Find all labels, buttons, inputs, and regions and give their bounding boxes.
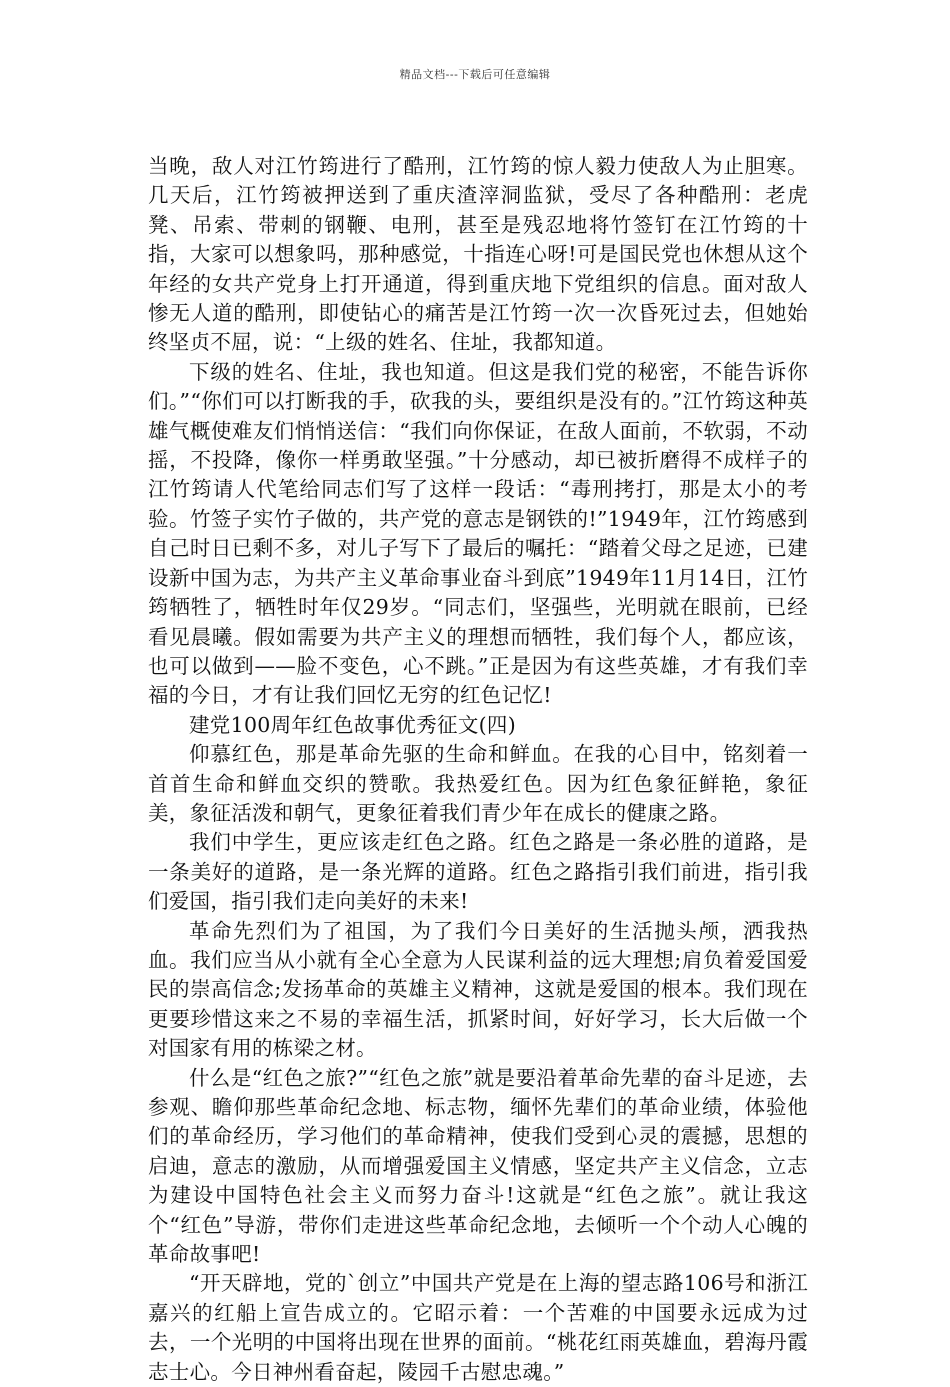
paragraph: 下级的姓名、住址，我也知道。但这是我们党的秘密，不能告诉你们。”“你们可以打断我的手，砍我的头，要组织是没有的。”江竹筠这种英雄气概使难友们悄悄送信：“我们向你保证，在敌人面前，不软弱，不动摇，不投降，像你一样勇敢坚强。”十分感动，却已被折磨得不成样子的江竹筠请人代笔给同志们写了这样一段话：“毒刑拷打，那是太小的考验。竹签子实竹子做的，共产党的意志是钢铁的!”1949年，江竹筠感到自己时日已剩不多，对儿子写下了最后的嘱托：“踏着父母之足迹，已建设新中国为志，为共产主义革命事业奋斗到底”1949年11月14日，江竹筠牺牲了，牺牲时年仅29岁。“同志们，坚强些，光明就在眼前，已经看见晨曦。假如需要为共产主义的理想而牺牲，我们每个人，都应该，也可以做到——脸不变色，心不跳。”正是因为有这些英雄，才有我们幸福的今日，才有让我们回忆无穷的红色记忆!: [148, 359, 808, 708]
section-title: 建党100周年红色故事优秀征文(四): [189, 712, 517, 737]
page-header: 精品文档---下载后可任意编辑: [399, 68, 551, 81]
paragraph: 什么是“红色之旅?”“红色之旅”就是要沿着革命先辈的奋斗足迹，去参观、瞻仰那些革命纪念地、标志物，缅怀先辈们的革命业绩，体验他们的革命经历，学习他们的革命精神，使我们受到心灵的震撼，思想的启迪，意志的激励，从而增强爱国主义情感，坚定共产主义信念，立志为建设中国特色社会主义而努力奋斗!这就是“红色之旅”。就让我这个“红色”导游，带你们走进这些革命纪念地，去倾听一个个动人心魄的革命故事吧!: [148, 1065, 808, 1267]
paragraph: 我们中学生，更应该走红色之路。红色之路是一条必胜的道路，是一条美好的道路，是一条光辉的道路。红色之路指引我们前进，指引我们爱国，指引我们走向美好的未来!: [148, 830, 808, 914]
paragraph: 仰慕红色，那是革命先驱的生命和鲜血。在我的心目中，铭刻着一首首生命和鲜血交织的赞歌。我热爱红色。因为红色象征鲜艳，象征美，象征活泼和朝气，更象征着我们青少年在成长的健康之路。: [148, 742, 808, 825]
paragraph: “开天辟地，党的`创立”中国共产党是在上海的望志路106号和浙江嘉兴的红船上宣告成立的。它昭示着：一个苦难的中国要永远成为过去，一个光明的中国将出现在世界的面前。“桃花红雨英雄血，碧海丹霞志士心。今日神州看奋起，陵园千古慰忠魂。”: [148, 1271, 808, 1384]
paragraph: 当晚，敌人对江竹筠进行了酷刑，江竹筠的惊人毅力使敌人为止胆寒。几天后，江竹筠被押送到了重庆渣滓洞监狱，受尽了各种酷刑：老虎凳、吊索、带刺的钢鞭、电刑，甚至是残忍地将竹签钉在江竹筠的十指，大家可以想象吗，那种感觉，十指连心呀!可是国民党也休想从这个年经的女共产党身上打开通道，得到重庆地下党组织的信息。面对敌人惨无人道的酷刑，即使钻心的痛苦是江竹筠一次一次昏死过去，但她始终坚贞不屈，说：“上级的姓名、住址，我都知道。: [148, 154, 808, 355]
paragraph: 革命先烈们为了祖国，为了我们今日美好的生活抛头颅，洒我热血。我们应当从小就有全心全意为人民谋利益的远大理想;肩负着爱国爱民的崇高信念;发扬革命的英雄主义精神，这就是爱国的根本。我们现在更要珍惜这来之不易的幸福生活，抓紧时间，好好学习，长大后做一个对国家有用的栋梁之材。: [148, 918, 808, 1061]
document-body: [148, 152, 808, 1387]
